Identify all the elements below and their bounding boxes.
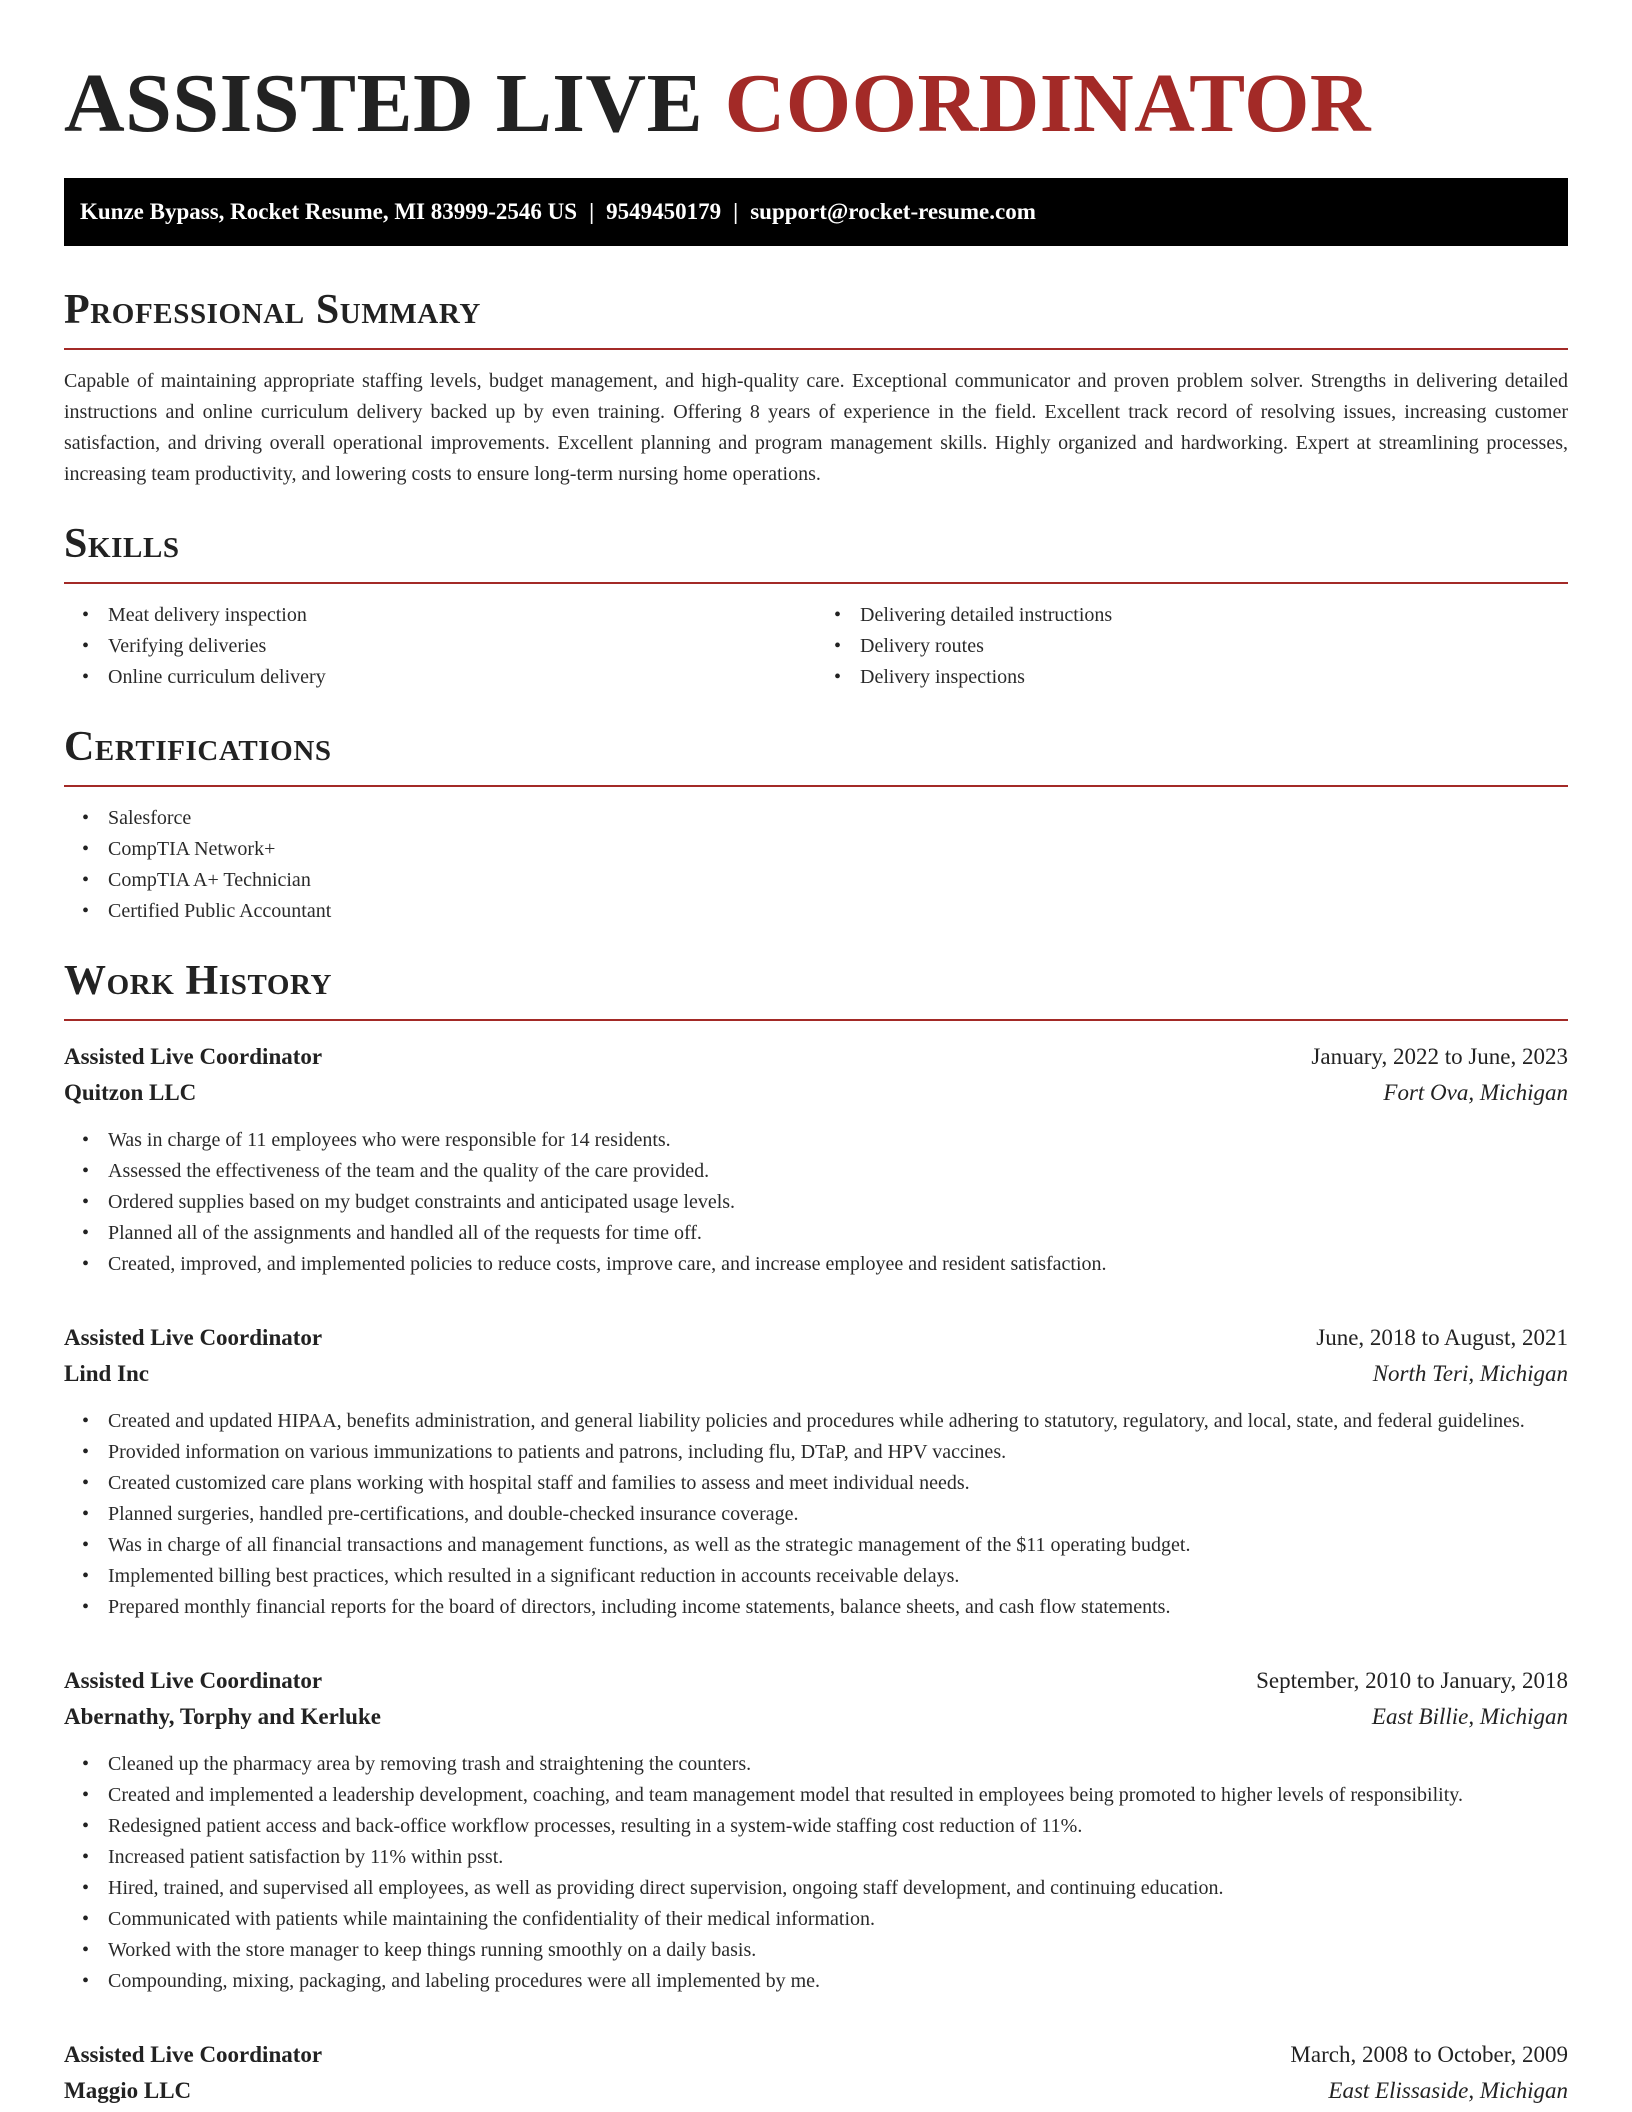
job-header-row <box>64 2037 1568 2073</box>
name-first: ASSISTED LIVE <box>64 57 704 150</box>
job-location: East Elissaside, Michigan <box>1328 2078 1568 2103</box>
duty-item: • Ordered supplies based on my budget constraints and anticipated usage levels. <box>108 1187 1568 1218</box>
work-history-section <box>64 957 1568 2109</box>
contact-bar <box>64 178 1568 246</box>
duty-item: • Compounding, mixing, packaging, and labeling procedures were all implemented by me. <box>108 1966 1568 1997</box>
job-company: Maggio LLC <box>64 2078 192 2103</box>
job-company-row <box>64 1699 1568 1735</box>
duty-item: • Prepared monthly financial reports for the board of directors, including income statements, balance sheets, and cash flow statements. <box>108 1592 1568 1623</box>
job-role: Assisted Live Coordinator <box>64 1044 323 1069</box>
job-location: East Billie, Michigan <box>1371 1704 1568 1729</box>
skill-item: • Delivery routes <box>860 631 1568 662</box>
job-company-row <box>64 2073 1568 2109</box>
contact-address: Kunze Bypass, Rocket Resume, MI 83999-2546 US <box>80 199 578 224</box>
duty-item: • Hired, trained, and supervised all employees, as well as providing direct supervision, ongoing staff development, and continuing education. <box>108 1873 1568 1904</box>
certification-item: • Certified Public Accountant <box>108 896 1568 927</box>
duty-item: • Increased patient satisfaction by 11% within psst. <box>108 1842 1568 1873</box>
duty-item: • Created customized care plans working with hospital staff and families to assess and meet individual needs. <box>108 1468 1568 1499</box>
job-entry <box>64 1320 1568 1623</box>
duty-item: • Created, improved, and implemented policies to reduce costs, improve care, and increase employee and resident satisfaction. <box>108 1249 1568 1280</box>
certifications-list <box>64 803 1568 927</box>
skill-item: • Meat delivery inspection <box>108 600 816 631</box>
skills-list-right <box>816 600 1568 693</box>
duty-item: • Assessed the effectiveness of the team and the quality of the care provided. <box>108 1156 1568 1187</box>
certifications-heading: Certifications <box>64 723 1568 787</box>
job-company: Lind Inc <box>64 1361 150 1386</box>
job-header-row <box>64 1039 1568 1075</box>
skills-heading: Skills <box>64 520 1568 584</box>
job-location: Fort Ova, Michigan <box>1383 1080 1568 1105</box>
name-last: COORDINATOR <box>724 57 1372 150</box>
duty-item: • Planned surgeries, handled pre-certifications, and double-checked insurance coverage. <box>108 1499 1568 1530</box>
job-location: North Teri, Michigan <box>1372 1361 1568 1386</box>
duty-item: • Implemented billing best practices, which resulted in a significant reduction in accounts receivable delays. <box>108 1561 1568 1592</box>
job-header-row <box>64 1320 1568 1356</box>
certification-item: • CompTIA A+ Technician <box>108 865 1568 896</box>
job-company: Quitzon LLC <box>64 1080 197 1105</box>
job-dates: June, 2018 to August, 2021 <box>1316 1325 1568 1350</box>
duty-item: • Was in charge of all financial transactions and management functions, as well as the strategic management of the $11 operating budget. <box>108 1530 1568 1561</box>
job-company-row <box>64 1356 1568 1392</box>
job-duties <box>64 1125 1568 1280</box>
summary-heading: Professional Summary <box>64 286 1568 350</box>
job-entry <box>64 1663 1568 1997</box>
skills-list-left <box>64 600 816 693</box>
certifications-section <box>64 723 1568 927</box>
skill-item: • Verifying deliveries <box>108 631 816 662</box>
contact-email[interactable]: support@rocket-resume.com <box>750 199 1036 224</box>
job-duties <box>64 1749 1568 1997</box>
skills-grid <box>64 584 1568 693</box>
job-company: Abernathy, Torphy and Kerluke <box>64 1704 381 1729</box>
duty-item: • Created and updated HIPAA, benefits administration, and general liability policies and procedures while adhering to statutory, regulatory, and local, state, and federal guidelines. <box>108 1406 1568 1437</box>
job-entry <box>64 2037 1568 2109</box>
job-dates: January, 2022 to June, 2023 <box>1311 1044 1568 1069</box>
duty-item: • Was in charge of 11 employees who were responsible for 14 residents. <box>108 1125 1568 1156</box>
contact-phone[interactable]: 9549450179 <box>606 199 722 224</box>
certification-item: • Salesforce <box>108 803 1568 834</box>
candidate-name <box>64 0 1568 152</box>
duty-item: • Redesigned patient access and back-office workflow processes, resulting in a system-wide staffing cost reduction of 11%. <box>108 1811 1568 1842</box>
duty-item: • Created and implemented a leadership development, coaching, and team management model that resulted in employees being promoted to higher levels of responsibility. <box>108 1780 1568 1811</box>
job-role: Assisted Live Coordinator <box>64 1668 323 1693</box>
duty-item: • Worked with the store manager to keep things running smoothly on a daily basis. <box>108 1935 1568 1966</box>
skill-item: • Delivering detailed instructions <box>860 600 1568 631</box>
skills-section <box>64 520 1568 693</box>
duty-item: • Communicated with patients while maintaining the confidentiality of their medical information. <box>108 1904 1568 1935</box>
certification-item: • CompTIA Network+ <box>108 834 1568 865</box>
job-duties <box>64 1406 1568 1623</box>
job-company-row <box>64 1075 1568 1111</box>
duty-item: • Planned all of the assignments and handled all of the requests for time off. <box>108 1218 1568 1249</box>
summary-section <box>64 286 1568 490</box>
job-role: Assisted Live Coordinator <box>64 1325 323 1350</box>
job-role: Assisted Live Coordinator <box>64 2042 323 2067</box>
duty-item: • Cleaned up the pharmacy area by removing trash and straightening the counters. <box>108 1749 1568 1780</box>
contact-separator: | <box>733 199 739 224</box>
duty-item: • Provided information on various immunizations to patients and patrons, including flu, DTaP, and HPV vaccines. <box>108 1437 1568 1468</box>
job-entry <box>64 1039 1568 1280</box>
job-dates: March, 2008 to October, 2009 <box>1290 2042 1568 2067</box>
contact-separator: | <box>589 199 595 224</box>
skill-item: • Online curriculum delivery <box>108 662 816 693</box>
job-header-row <box>64 1663 1568 1699</box>
skill-item: • Delivery inspections <box>860 662 1568 693</box>
work-history-heading: Work History <box>64 957 1568 1021</box>
job-dates: September, 2010 to January, 2018 <box>1256 1668 1568 1693</box>
summary-text: Capable of maintaining appropriate staffing levels, budget management, and high-quality care. Exceptional communicator and proven problem solver. Strengths in delivering detailed instructions and online curriculum delivery backed up by even training. Offering 8 years of experience in the field. Excellent track record of resolving issues, increasing customer satisfaction, and driving overall operational improvements. Excellent planning and program management skills. Highly organized and hardworking. Expert at streamlining processes, increasing team productivity, and lowering costs to ensure long-term nursing home operations. <box>64 370 1568 485</box>
